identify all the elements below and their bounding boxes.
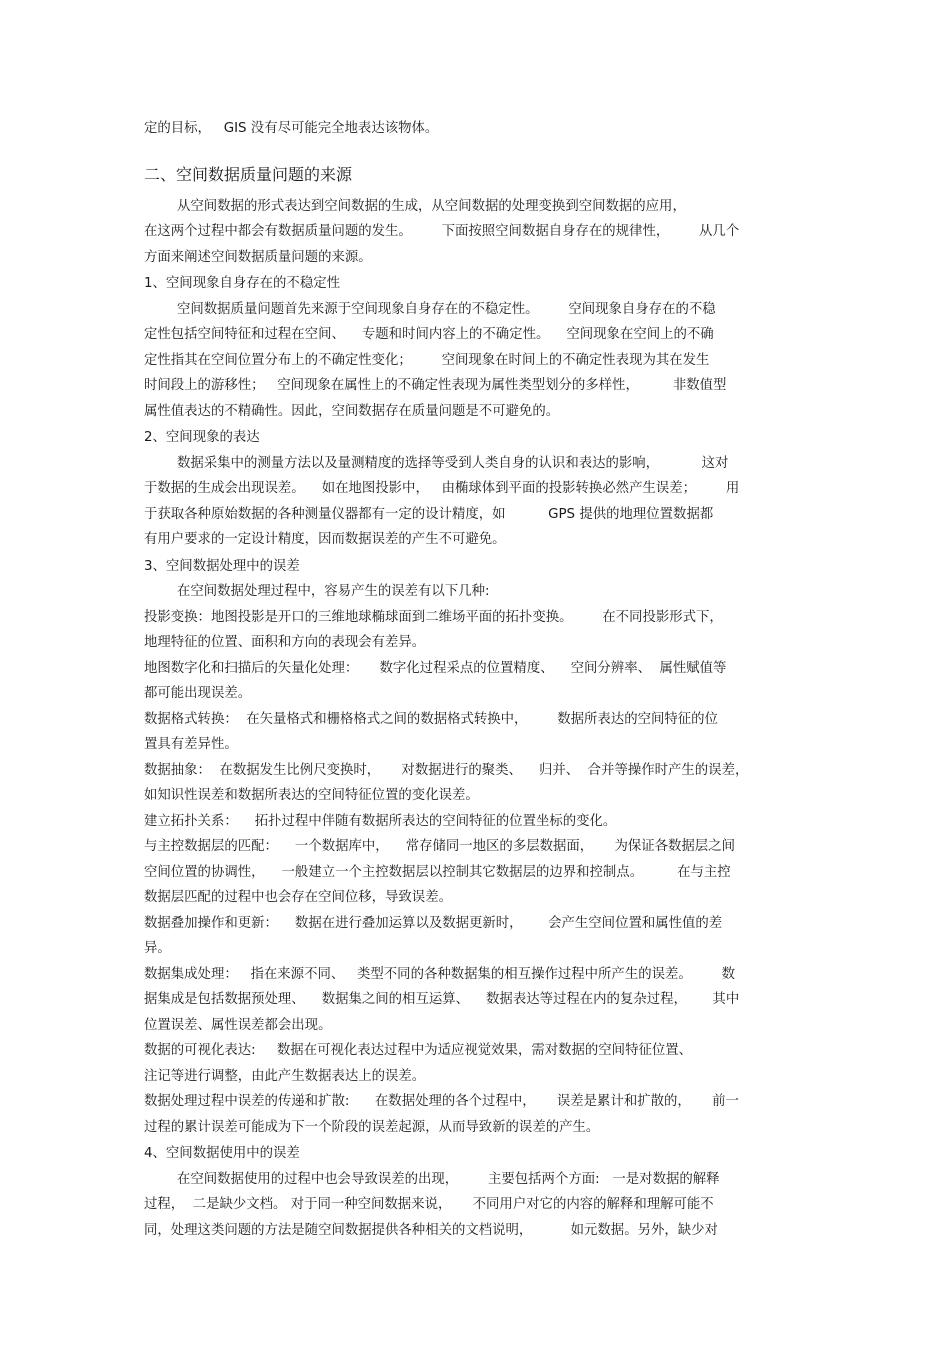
text-line: 数据叠加操作和更新： 数据在进行叠加运算以及数据更新时， 会产生空间位置和属性值的差 bbox=[144, 915, 723, 931]
text-line: 据集成是包括数据预处理、 数据集之间的相互运算、 数据表达等过程在内的复杂过程， 其中 bbox=[144, 992, 740, 1007]
text-line: 如知识性误差和数据所表达的空间特征位置的变化误差。 bbox=[144, 788, 479, 803]
text-line: 注记等进行调整，由此产生数据表达上的误差。 bbox=[144, 1068, 426, 1084]
text-line: 数据的可视化表达: 数据在可视化表达过程中为适应视觉效果，需对数据的空间特征位置、 bbox=[144, 1043, 693, 1058]
text-line: 异。 bbox=[144, 941, 171, 956]
subsection-heading: 2、空间现象的表达 bbox=[144, 430, 260, 445]
text-line: 于获取各种原始数据的各种测量仪器都有一定的设计精度，如 GPS 提供的地理位置数据都 bbox=[144, 506, 714, 522]
text-line: 置具有差异性。 bbox=[144, 737, 238, 752]
text-line: 于数据的生成会出现误差。 如在地图投影中， 由椭球体到平面的投影转换必然产生误差； 用 bbox=[144, 481, 740, 496]
text-line: 在这两个过程中都会有数据质量问题的发生。 下面按照空间数据自身存在的规律性， 从几个 bbox=[144, 224, 740, 239]
subsection-heading: 1、空间现象自身存在的不稳定性 bbox=[144, 276, 340, 291]
text-line: 投影变换：地图投影是开口的三维地球椭球面到二维场平面的拓扑变换。 在不同投影形式下， bbox=[144, 609, 723, 625]
paragraph-first-line: 从空间数据的形式表达到空间数据的生成，从空间数据的处理变换到空间数据的应用， bbox=[177, 198, 686, 214]
text-line: 空间位置的协调性， 一般建立一个主控数据层以控制其它数据层的边界和控制点。 在与主控 bbox=[144, 864, 731, 880]
text-line: 数据格式转换： 在矢量格式和栅格格式之间的数据格式转换中， 数据所表达的空间特征的位 bbox=[144, 711, 718, 727]
text-line: 与主控数据层的匹配： 一个数据库中， 常存储同一地区的多层数据面， 为保证各数据层之间 bbox=[144, 839, 735, 854]
text-line: 方面来阐述空间数据质量问题的来源。 bbox=[144, 249, 372, 265]
text-line: 数据集成处理： 指在来源不同、 类型不同的各种数据集的相互操作过程中所产生的误差。 数 bbox=[144, 966, 735, 982]
text-line: 过程， 二是缺少文档。 对于同一种空间数据来说， 不同用户对它的内容的解释和理解可能不 bbox=[144, 1197, 714, 1212]
text-line: 定性包括空间特征和过程在空间、 专题和时间内容上的不确定性。 空间现象在空间上的不确 bbox=[144, 327, 714, 342]
paragraph-first-line: 在空间数据使用的过程中也会导致误差的出现， 主要包括两个方面: 一是对数据的解释 bbox=[177, 1171, 720, 1187]
text-line: 都可能出现误差。 bbox=[144, 686, 252, 701]
text-line: 属性值表达的不精确性。因此，空间数据存在质量问题是不可避免的。 bbox=[144, 403, 560, 419]
text-line: 地图数字化和扫描后的矢量化处理： 数字化过程采点的位置精度、 空间分辨率、 属性赋值等 bbox=[144, 660, 727, 676]
text-line: 位置误差、属性误差都会出现。 bbox=[144, 1017, 332, 1033]
text-line: 定的目标， GIS 没有尽可能完全地表达该物体。 bbox=[144, 121, 439, 136]
text-line: 地理特征的位置、面积和方向的表现会有差异。 bbox=[144, 635, 426, 650]
paragraph-first-line: 在空间数据处理过程中，容易产生的误差有以下几种: bbox=[177, 584, 490, 599]
text-line: 时间段上的游移性； 空间现象在属性上的不确定性表现为属性类型划分的多样性， 非数值型 bbox=[144, 378, 727, 393]
text-line: 数据处理过程中误差的传递和扩散: 在数据处理的各个过程中， 误差是累计和扩散的， 前一 bbox=[144, 1094, 739, 1109]
document-body bbox=[144, 116, 804, 1243]
text-line: 有用户要求的一定设计精度，因而数据误差的产生不可避免。 bbox=[144, 532, 506, 547]
paragraph-first-line: 空间数据质量问题首先来源于空间现象自身存在的不稳定性。 空间现象自身存在的不稳 bbox=[177, 301, 716, 317]
text-line: 数据抽象： 在数据发生比例尺变换时， 对数据进行的聚类、 归并、 合并等操作时产生的误差， bbox=[144, 762, 749, 778]
text-line: 过程的累计误差可能成为下一个阶段的误差起源，从而导致新的误差的产生。 bbox=[144, 1119, 600, 1135]
section-heading: 二、空间数据质量问题的来源 bbox=[144, 164, 353, 184]
text-line: 数据层匹配的过程中也会存在空间位移，导致误差。 bbox=[144, 890, 452, 905]
text-line: 定性指其在空间位置分布上的不确定性变化； 空间现象在时间上的不确定性表现为其在发生 bbox=[144, 352, 710, 368]
text-line: 同，处理这类问题的方法是随空间数据提供各种相关的文档说明， 如元数据。另外，缺少对 bbox=[144, 1222, 718, 1238]
subsection-heading: 4、空间数据使用中的误差 bbox=[144, 1146, 300, 1161]
text-line: 建立拓扑关系： 拓扑过程中伴随有数据所表达的空间特征的位置坐标的变化。 bbox=[144, 813, 617, 829]
subsection-heading: 3、空间数据处理中的误差 bbox=[144, 558, 300, 574]
paragraph-first-line: 数据采集中的测量方法以及量测精度的选择等受到人类自身的认识和表达的影响， 这对 bbox=[177, 455, 729, 471]
